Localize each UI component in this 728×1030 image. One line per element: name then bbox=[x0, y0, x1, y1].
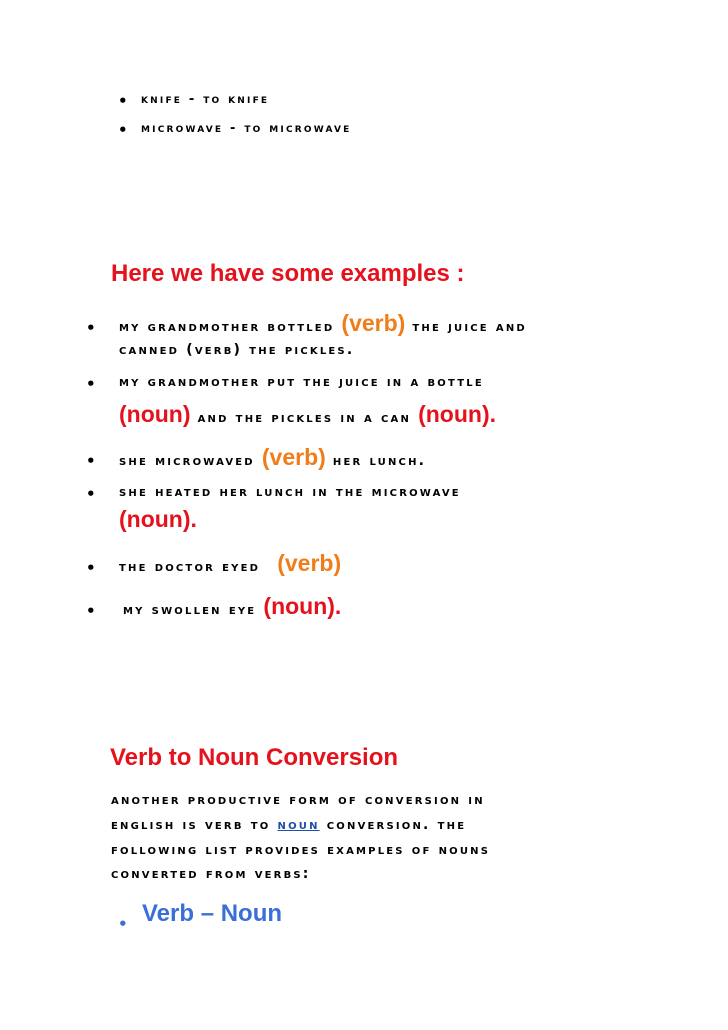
example-text: she microwaved bbox=[119, 453, 255, 469]
paragraph-text: english is verb to bbox=[111, 817, 271, 833]
paragraph-line: following list provides examples of nouns bbox=[111, 842, 491, 858]
example-line: she heated her lunch in the microwave bbox=[119, 484, 461, 500]
examples-heading: Here we have some examples : bbox=[111, 260, 465, 287]
pos-label: (noun). bbox=[119, 506, 197, 532]
example-line bbox=[119, 444, 426, 471]
bullet-icon: • bbox=[118, 915, 128, 933]
paragraph-line bbox=[111, 817, 466, 833]
pos-label: (noun). bbox=[263, 593, 342, 619]
example-text: the doctor eyed bbox=[119, 559, 261, 575]
example-text: my grandmother bottled bbox=[119, 319, 335, 335]
list-item: knife - to knife bbox=[141, 92, 270, 107]
example-line: canned (verb) the pickles. bbox=[119, 342, 355, 358]
verb-noun-item: Verb – Noun bbox=[142, 900, 283, 927]
conversion-heading: Verb to Noun Conversion bbox=[110, 744, 399, 771]
pos-label: (verb) bbox=[261, 444, 326, 470]
example-line bbox=[123, 593, 341, 620]
example-line: my grandmother put the juice in a bottle bbox=[119, 374, 484, 390]
pos-label: (verb) bbox=[341, 310, 406, 336]
list-item: microwave - to microwave bbox=[141, 121, 352, 136]
example-line bbox=[119, 310, 527, 337]
pos-label: (noun). bbox=[418, 401, 496, 427]
pos-label: (noun) bbox=[119, 401, 191, 427]
bullet-icon: • bbox=[86, 559, 96, 577]
bullet-icon: • bbox=[86, 452, 96, 470]
bullet-icon: • bbox=[118, 92, 128, 110]
noun-link[interactable]: noun bbox=[277, 817, 320, 833]
bullet-icon: • bbox=[86, 602, 96, 620]
bullet-icon: • bbox=[86, 375, 96, 393]
example-text: the juice and bbox=[412, 319, 527, 335]
bullet-icon: • bbox=[86, 319, 96, 337]
example-line bbox=[119, 550, 341, 577]
paragraph-text: conversion. the bbox=[326, 817, 467, 833]
bullet-icon: • bbox=[118, 121, 128, 139]
bullet-icon: • bbox=[86, 485, 96, 503]
example-text: my swollen eye bbox=[123, 602, 257, 618]
example-text: her lunch. bbox=[332, 453, 427, 469]
example-text: and the pickles in a can bbox=[197, 410, 412, 426]
paragraph-line: converted from verbs: bbox=[111, 866, 311, 882]
example-line bbox=[119, 401, 496, 428]
pos-label: (verb) bbox=[277, 550, 342, 576]
paragraph-line: another productive form of conversion in bbox=[111, 792, 485, 808]
